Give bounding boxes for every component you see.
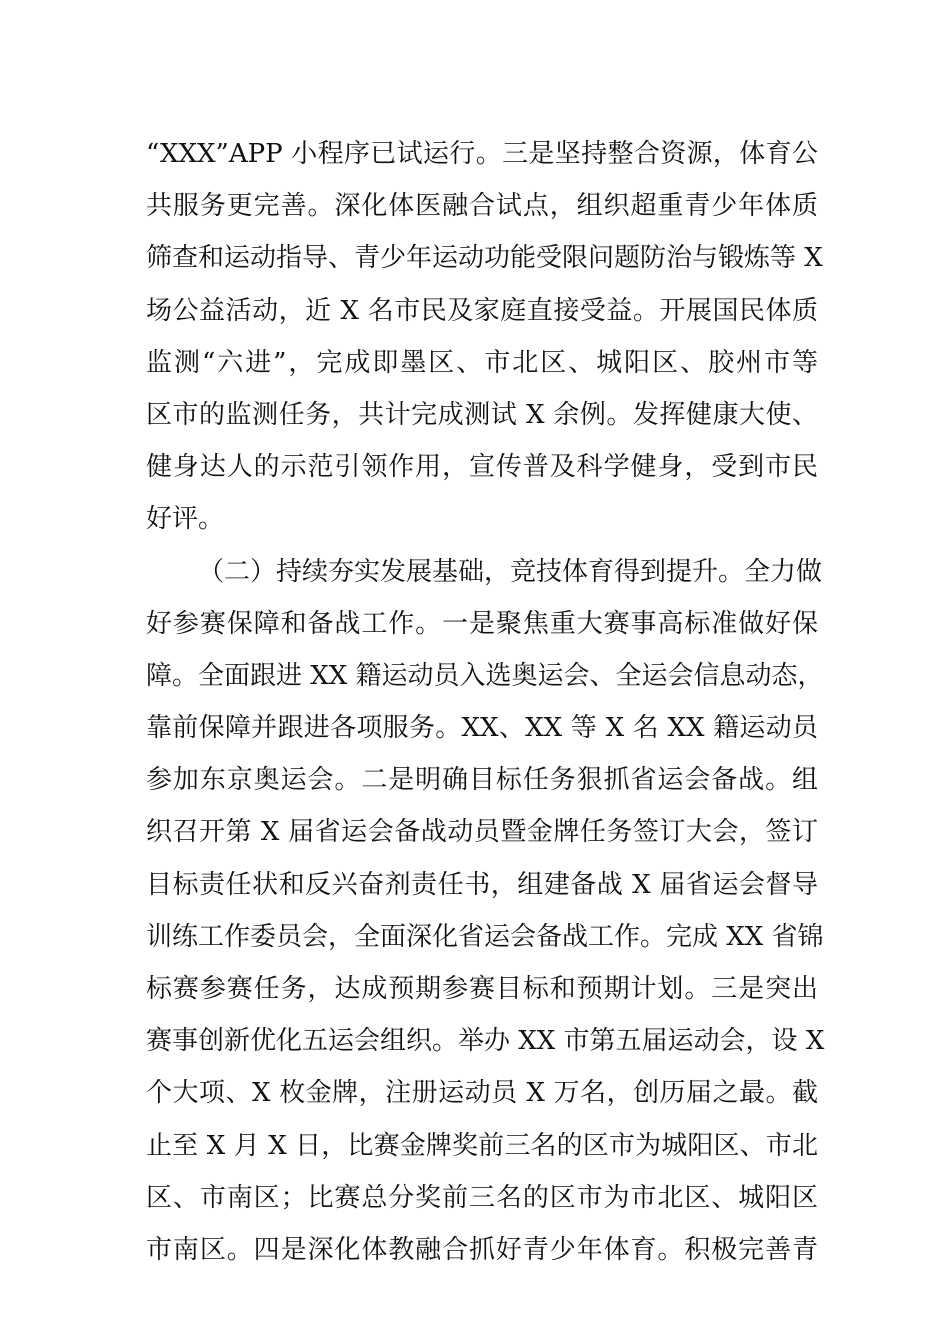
text-line: 靠前保障并跟进各项服务。XX、XX 等 X 名 XX 籍运动员: [146, 713, 818, 744]
text-line: 参加东京奥运会。二是明确目标任务狠抓省运会备战。组: [146, 765, 818, 796]
text-line: 目标责任状和反兴奋剂责任书，组建备战 X 届省运会督导: [146, 869, 818, 900]
text-line: 监测“六进”，完成即墨区、市北区、城阳区、胶州市等: [146, 347, 818, 378]
text-line: 障。全面跟进 XX 籍运动员入选奥运会、全运会信息动态，: [146, 660, 824, 691]
text-line: 标赛参赛任务，达成预期参赛目标和预期计划。三是突出: [146, 974, 818, 1004]
text-line: 筛查和运动指导、青少年运动功能受限问题防治与锻炼等 X: [146, 243, 823, 274]
text-line: 健身达人的示范引领作用，宣传普及科学健身，受到市民: [146, 452, 818, 483]
text-line: 共服务更完善。深化体医融合试点，组织超重青少年体质: [146, 191, 818, 222]
text-line: 赛事创新优化五运会组织。举办 XX 市第五届运动会，设 X: [146, 1026, 825, 1057]
text-line: 场公益活动，近 X 名市民及家庭直接受益。开展国民体质: [146, 295, 818, 326]
text-line: “XXX”APP 小程序已试运行。三是坚持整合资源，体育公: [146, 139, 818, 169]
text-line: 织召开第 X 届省运会备战动员暨金牌任务签订大会，签订: [146, 817, 818, 848]
text-line: 好评。: [146, 504, 225, 535]
text-line: 区、市南区；比赛总分奖前三名的区市为市北区、城阳区: [146, 1182, 818, 1213]
text-line: 止至 X 月 X 日，比赛金牌奖前三名的区市为城阳区、市北: [146, 1130, 818, 1161]
section-heading-line: （二）持续夯实发展基础，竞技体育得到提升。全力做: [198, 556, 823, 587]
text-line: 市南区。四是深化体教融合抓好青少年体育。积极完善青: [146, 1234, 818, 1265]
text-line: 训练工作委员会，全面深化省运会备战工作。完成 XX 省锦: [146, 921, 824, 952]
text-line: 区市的监测任务，共计完成测试 X 余例。发挥健康大使、: [146, 399, 818, 430]
text-line: 个大项、X 枚金牌，注册运动员 X 万名，创历届之最。截: [146, 1078, 818, 1109]
text-line: 好参赛保障和备战工作。一是聚焦重大赛事高标准做好保: [146, 608, 818, 639]
body-text: [146, 128, 825, 1276]
